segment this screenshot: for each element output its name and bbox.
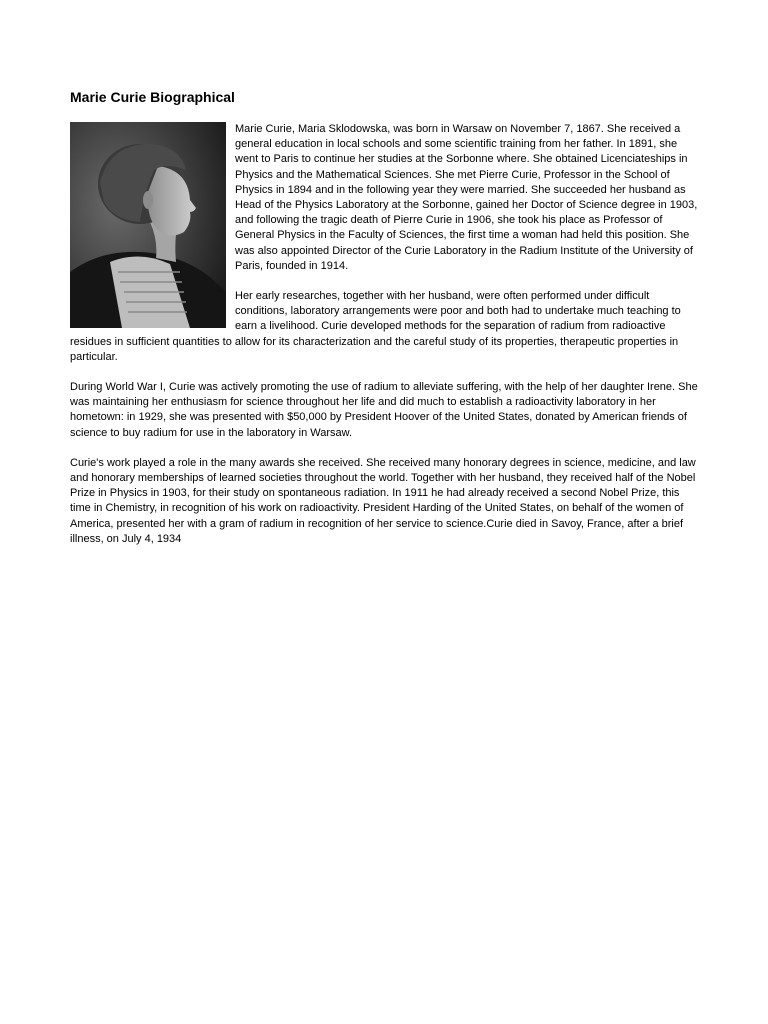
biography-paragraph-4: Curie's work played a role in the many awards she received. She received many honorary degrees in science, medicine, and law and honorary memberships of learned societies throughout the world. Together with her husband, they received half of the Nobel Prize in Physics in 1903, for their study on spontaneous radiation. In 1911 he had already received a second Nobel Prize, this time in Chemistry, in recognition of his work on radioactivity. President Harding of the United States, on behalf of the women of America, presented her with a gram of radium in recognition of her service to science.Curie died in Savoy, France, after a brief illness, on July 4, 1934 [70,456,696,545]
document-page [70,88,698,562]
document-title: Marie Curie Biographical [70,89,235,105]
biography-paragraph-1: Marie Curie, Maria Sklodowska, was born in Warsaw on November 7, 1867. She received a general education in local schools and some scientific training from her father. In 1891, she went to Paris to continue her studies at the Sorbonne where. She obtained Licenciateships in Physics and the Mathematical Sciences. She met Pierre Curie, Professor in the School of Physics in 1894 and in the following year they were married. She succeeded her husband as Head of the Physics Laboratory at the Sorbonne, gained her Doctor of Science degree in 1903, and following the tragic death of Pierre Curie in 1906, she took his place as Professor of General Physics in the Faculty of Sciences, the first time a woman had held this position. She was also appointed Director of the Curie Laboratory in the Radium Institute of the University of Paris, founded in 1914. [235,123,698,272]
biography-paragraph-2: Her early researches, together with her husband, were often performed under difficult conditions, laboratory arrangements were poor and both had to undertake much teaching to earn a livelihood. Curie developed methods for the separation of radium from radioactive residues in sufficient quantities to allow for its characterization and the careful study of its properties, therapeutic properties in particular. [70,290,681,363]
biography-paragraph-3: During World War I, Curie was actively promoting the use of radium to alleviate suffering, with the help of her daughter Irene. She was maintaining her enthusiasm for science throughout her life and did much to establish a radioactivity laboratory in her hometown: in 1929, she was presented with $50,000 by President Hoover of the United States, donated by American friends of science to buy radium for use in the laboratory in Warsaw. [70,381,698,439]
portrait-photo [70,122,226,328]
portrait-illustration [70,122,226,328]
